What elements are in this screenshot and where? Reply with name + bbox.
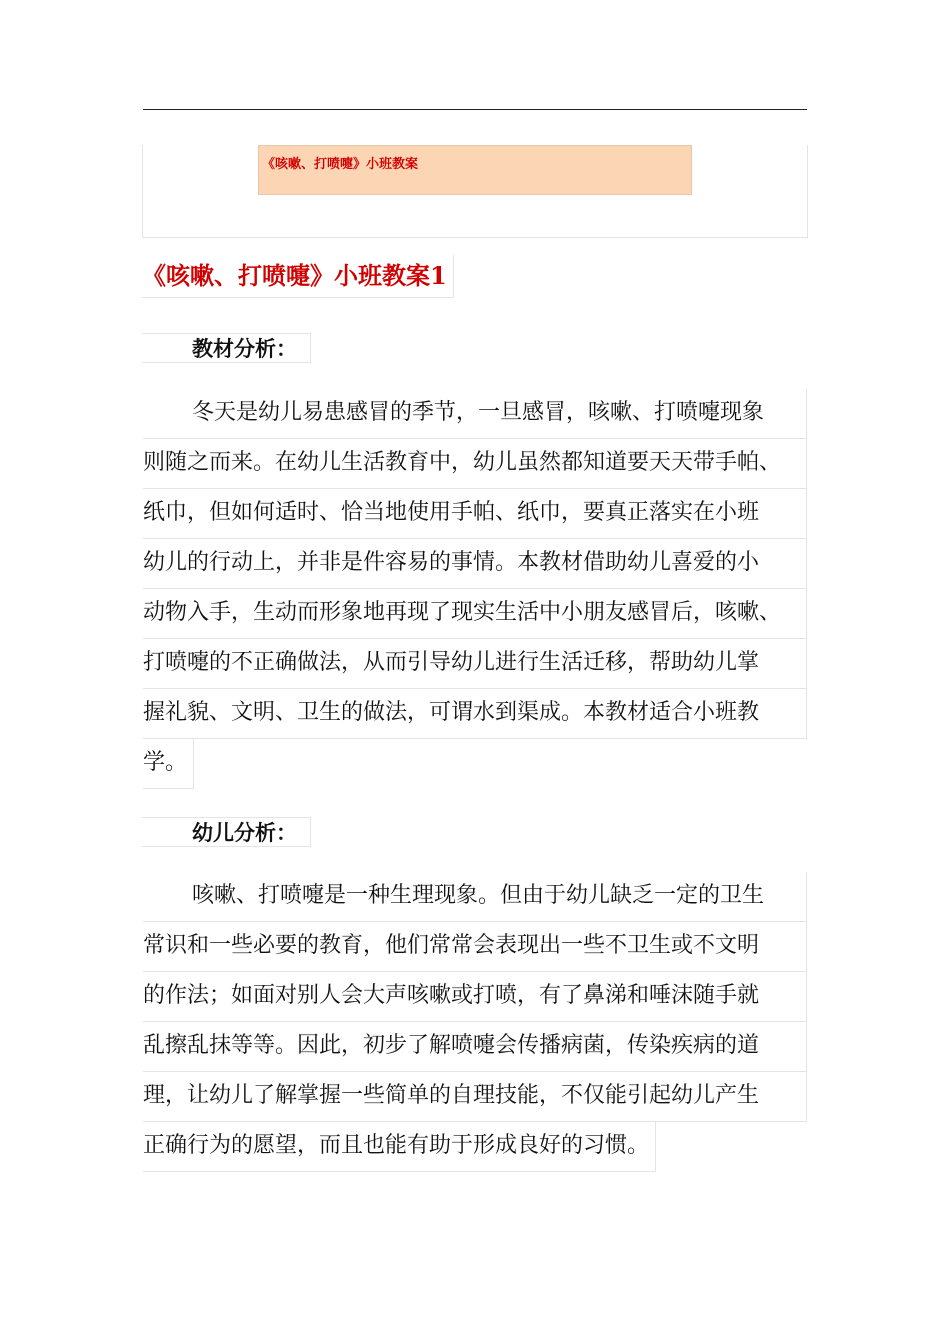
paragraph-line: 冬天是幼儿易患感冒的季节，一旦感冒，咳嗽、打喷嚏现象 <box>143 389 807 439</box>
page-header-rule <box>143 109 807 110</box>
paragraph-line: 打喷嚏的不正确做法，从而引导幼儿进行生活迁移，帮助幼儿掌 <box>143 639 807 689</box>
header-banner-text: 《咳嗽、打喷嚏》小班教案 <box>262 157 419 172</box>
paragraph-line: 理，让幼儿了解掌握一些简单的自理技能，不仅能引起幼儿产生 <box>143 1072 807 1122</box>
paragraph-line: 学。 <box>143 739 194 789</box>
paragraph-line: 咳嗽、打喷嚏是一种生理现象。但由于幼儿缺乏一定的卫生 <box>143 872 807 922</box>
paragraph-line: 动物入手，生动而形象地再现了现实生活中小朋友感冒后，咳嗽、 <box>143 589 807 639</box>
section-heading-child-analysis: 幼儿分析： <box>142 817 311 847</box>
paragraph-child-analysis <box>143 872 807 1172</box>
paragraph-line: 则随之而来。在幼儿生活教育中，幼儿虽然都知道要天天带手帕、 <box>143 439 807 489</box>
paragraph-line: 正确行为的愿望，而且也能有助于形成良好的习惯。 <box>143 1122 656 1172</box>
paragraph-line: 握礼貌、文明、卫生的做法，可谓水到渠成。本教材适合小班教 <box>143 689 807 739</box>
paragraph-textbook-analysis <box>143 389 807 789</box>
document-title: 《咳嗽、打喷嚏》小班教案1 <box>142 255 454 298</box>
paragraph-line: 幼儿的行动上，并非是件容易的事情。本教材借助幼儿喜爱的小 <box>143 539 807 589</box>
section-heading-textbook-analysis: 教材分析： <box>142 333 311 363</box>
paragraph-line: 常识和一些必要的教育，他们常常会表现出一些不卫生或不文明 <box>143 922 807 972</box>
paragraph-line: 乱擦乱抹等等。因此，初步了解喷嚏会传播病菌，传染疾病的道 <box>143 1022 807 1072</box>
paragraph-line: 的作法；如面对别人会大声咳嗽或打喷，有了鼻涕和唾沫随手就 <box>143 972 807 1022</box>
paragraph-line: 纸巾，但如何适时、恰当地使用手帕、纸巾，要真正落实在小班 <box>143 489 807 539</box>
